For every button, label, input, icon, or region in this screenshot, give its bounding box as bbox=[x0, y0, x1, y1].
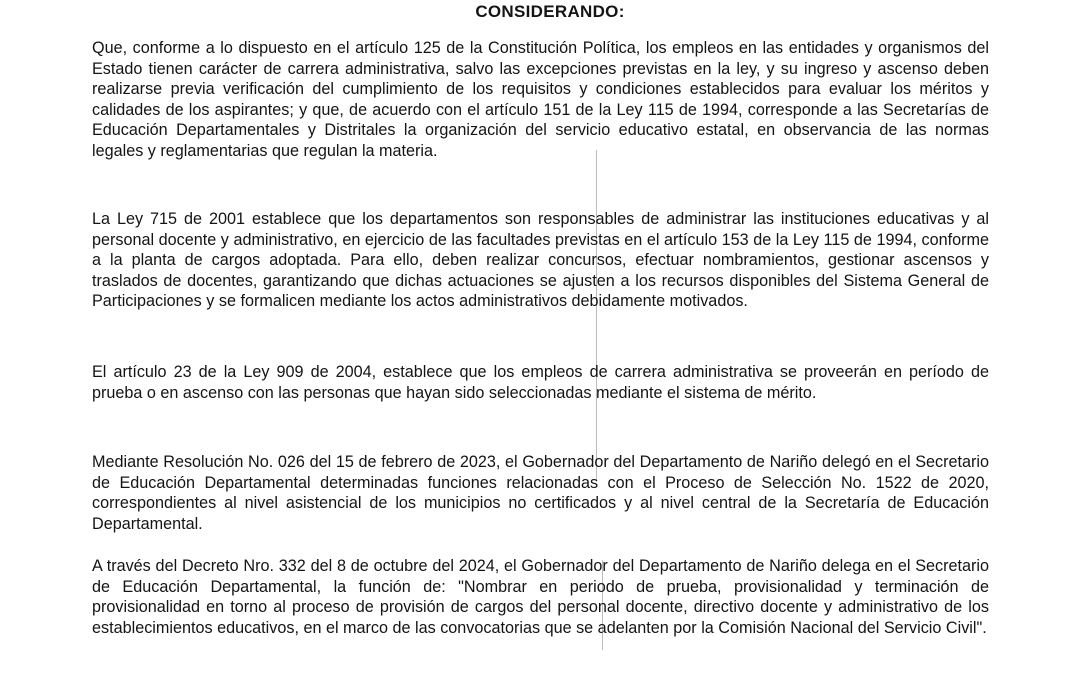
paragraph-decreto-332: A través del Decreto Nro. 332 del 8 de octubre del 2024, el Gobernador del Departamento de Nariño delega en el Secretario de Educación Departamental, la función de: "Nombrar en periodo de prueba, provisionalidad y terminación de provisionalidad en torno al proceso de provisión de cargos del personal docente, directivo docente y administrativo de los establecimientos educativos, en el marco de las convocatorias que se adelanten por la Comisión Nacional del Servicio Civil". bbox=[92, 557, 989, 637]
paragraph-ley-715: La Ley 715 de 2001 establece que los departamentos son responsables de administrar las instituciones educativas y al personal docente y administrativo, en ejercicio de las facultades previstas en el artículo 153 de la Ley 115 de 1994, conforme a la planta de cargos adoptada. Para ello, deben realizar concursos, efectuar nombramientos, gestionar ascensos y traslados de docentes, garantizando que dichas actuaciones se ajusten a los recursos disponibles del Sistema General de Participaciones y se formalicen mediante los actos administrativos debidamente motivados. bbox=[92, 210, 989, 310]
scan-artifact-line bbox=[596, 150, 597, 480]
section-heading: CONSIDERANDO: bbox=[475, 2, 625, 21]
paragraph-ley-909: El artículo 23 de la Ley 909 de 2004, establece que los empleos de carrera administrativa se proveerán en período de prueba o en ascenso con las personas que hayan sido seleccionadas mediante el sistema de mérito. bbox=[92, 363, 989, 402]
paragraph-constitution: Que, conforme a lo dispuesto en el artículo 125 de la Constitución Política, los empleos en las entidades y organismos del Estado tienen carácter de carrera administrativa, salvo las excepciones previstas en la ley, y su ingreso y ascenso deben realizarse previa verificación del cumplimiento de los requisitos y condiciones establecidos para evaluar los méritos y calidades de los aspirantes; y que, de acuerdo con el artículo 151 de la Ley 115 de 1994, corresponde a las Secretarías de Educación Departamentales y Distritales la organización del servicio educativo estatal, en observancia de las normas legales y reglamentarias que regulan la materia. bbox=[92, 39, 989, 160]
paragraph-resolucion-026: Mediante Resolución No. 026 del 15 de febrero de 2023, el Gobernador del Departamento de Nariño delegó en el Secretario de Educación Departamental determinadas funciones relacionadas con el Proceso de Selección No. 1522 de 2020, correspondientes al nivel asistencial de los municipios no certificados y al nivel central de la Secretaría de Educación Departamental. bbox=[92, 453, 989, 533]
